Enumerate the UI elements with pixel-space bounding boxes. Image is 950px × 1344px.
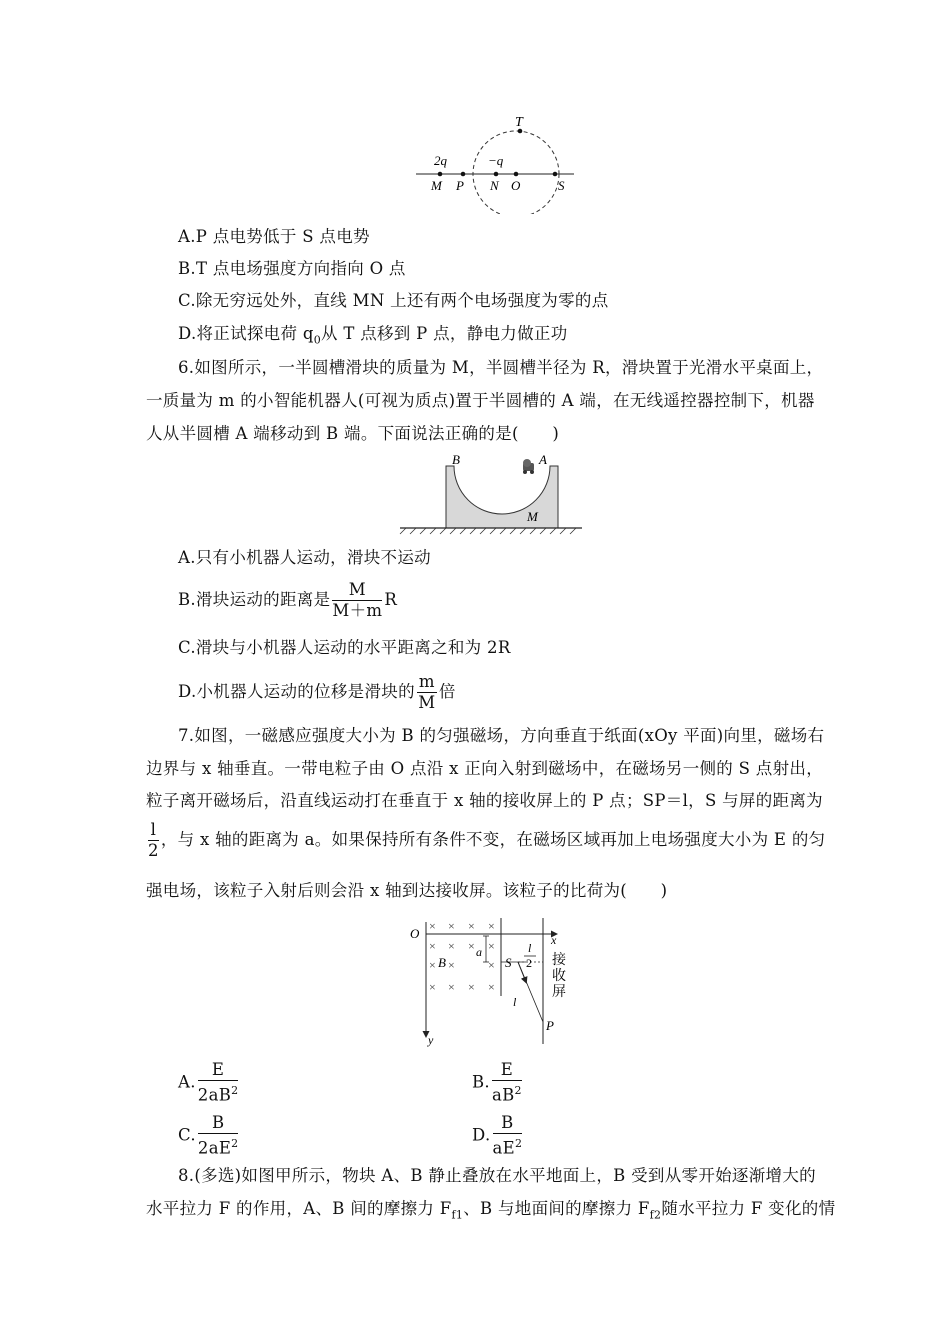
label-P: P xyxy=(546,1018,554,1033)
q6-stem-line2: 一质量为 m 的小智能机器人(可视为质点)置于半圆槽的 A 端，在无线遥控器控制下，机器 xyxy=(146,391,815,410)
q6-option-b: B.滑块运动的距离是 $\frac{M}{M+m}$ R xyxy=(178,580,398,620)
svg-text:×: × xyxy=(429,919,436,933)
q7-option-b: B. $\frac{E}{aB^2}$ xyxy=(472,1060,522,1105)
svg-text:×: × xyxy=(468,980,475,994)
q7-option-d: D. $\frac{B}{aE^2}$ xyxy=(472,1113,523,1158)
svg-text:×: × xyxy=(488,939,495,953)
q5-option-b: B.T 点电场强度方向指向 O 点 xyxy=(178,259,406,278)
q7-stem-line2: 边界与 x 轴垂直。一带电粒子由 O 点沿 x 正向入射到磁场中，在磁场另一侧的 S 点射出， xyxy=(146,759,823,778)
label-P: P xyxy=(456,178,464,193)
label-S: S xyxy=(505,955,512,970)
q6-stem-line1: 6.如图所示，一半圆槽滑块的质量为 M，半圆槽半径为 R，滑块置于光滑水平桌面上， xyxy=(178,358,824,377)
label-T: T xyxy=(515,115,523,130)
q7-stem-line3: 粒子离开磁场后，沿直线运动打在垂直于 x 轴的接收屏上的 P 点；SP＝l，S 与屏的距离为 xyxy=(146,791,823,810)
q7-option-c: C. $\frac{B}{2aE^2}$ xyxy=(178,1113,239,1158)
label-y: y xyxy=(428,1033,434,1047)
svg-text:×: × xyxy=(488,958,495,972)
q6-option-c: C.滑块与小机器人运动的水平距离之和为 2R xyxy=(178,638,511,657)
svg-text:×: × xyxy=(488,980,495,994)
label-2q: 2q xyxy=(434,153,447,168)
label-O: O xyxy=(511,178,521,193)
robot-icon xyxy=(523,459,534,474)
q5-option-d: D.将正试探电荷 $q_0$从 T 点移到 P 点，静电力做正功 xyxy=(178,324,568,347)
svg-text:×: × xyxy=(448,958,455,972)
label-M: M xyxy=(431,178,442,193)
q6-half-groove-figure xyxy=(398,452,586,536)
label-a: a xyxy=(476,945,482,959)
q5-charge-figure xyxy=(410,112,580,214)
label-O: O xyxy=(410,926,420,941)
svg-text:×: × xyxy=(468,939,475,953)
label-B: B xyxy=(438,955,446,970)
label-N: N xyxy=(490,178,499,193)
label-B: B xyxy=(452,452,460,467)
label-l: l xyxy=(513,995,517,1009)
q8-stem-line2: 水平拉力 F 的作用，A、B 间的摩擦力 $F_{f1}$、B 与地面间的摩擦力 $F_{f2}$随水平拉力 F 变化的情 xyxy=(146,1199,836,1222)
q7-option-a: A. $\frac{E}{2aB^2}$ xyxy=(178,1060,239,1105)
q5-option-c: C.除无穷远处外，直线 MN 上还有两个电场强度为零的点 xyxy=(178,291,609,310)
svg-text:×: × xyxy=(448,939,455,953)
svg-text:×: × xyxy=(429,939,436,953)
screen-char-2: 收 xyxy=(552,969,566,984)
svg-text:×: × xyxy=(448,919,455,933)
label-neg-q: −q xyxy=(488,153,504,168)
svg-text:×: × xyxy=(468,919,475,933)
q6-option-d: D.小机器人运动的位移是滑块的 $\frac{m}{M}$ 倍 xyxy=(178,672,456,712)
q7-magnetic-field-figure xyxy=(406,914,586,1048)
svg-text:×: × xyxy=(488,919,495,933)
q7-stem-line5: 强电场，该粒子入射后则会沿 x 轴到达接收屏。该粒子的比荷为( ) xyxy=(146,881,668,900)
q7-stem-line1: 7.如图，一磁感应强度大小为 B 的匀强磁场，方向垂直于纸面(xOy 平面)向里，磁场右 xyxy=(178,726,825,745)
svg-text:×: × xyxy=(448,980,455,994)
label-l-half-den: 2 xyxy=(526,956,532,970)
q5-option-a: A.P 点电势低于 S 点电势 xyxy=(178,227,370,246)
q6-stem-line3: 人从半圆槽 A 端移动到 B 端。下面说法正确的是( ) xyxy=(146,424,560,443)
label-M: M xyxy=(527,509,538,524)
svg-text:×: × xyxy=(429,980,436,994)
label-A: A xyxy=(539,452,547,467)
label-x: x xyxy=(551,933,557,947)
q6-option-a: A.只有小机器人运动，滑块不运动 xyxy=(178,548,431,567)
svg-text:×: × xyxy=(429,958,436,972)
q7-stem-line4: $\frac{l}{2}$ ，与 x 轴的距离为 a。如果保持所有条件不变，在磁场区域再加上电场强度大小为 E 的匀 xyxy=(148,820,826,860)
screen-char-3: 屏 xyxy=(552,985,566,1000)
q8-stem-line1: 8.(多选)如图甲所示，物块 A、B 静止叠放在水平地面上，B 受到从零开始逐渐增大的 xyxy=(178,1166,816,1185)
label-l-half-num: l xyxy=(528,941,532,955)
label-S: S xyxy=(558,178,565,193)
screen-char-1: 接 xyxy=(552,953,566,968)
